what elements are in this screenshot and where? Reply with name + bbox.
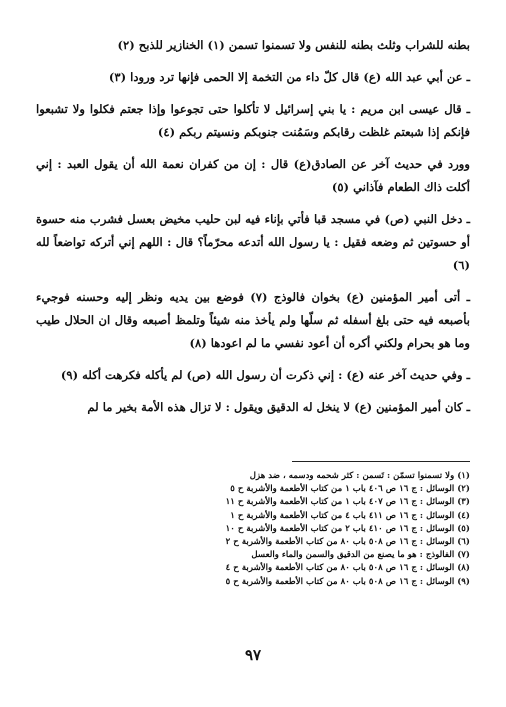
paragraph: بطنه للشراب وثلث بطنه للنفس ولا تسمنوا تسمن (١) الخنازير للذبح (٢) <box>117 38 470 52</box>
footnote: (١) ولا تسمنوا تسمّن : تَسمن : كثر شحمه ودسمه ، ضد هزل <box>249 471 470 481</box>
paragraph: ـ أتى أمير المؤمنين (ع) بخوان فالوذج (٧) فوضع بين يديه ونظر إليه وحسنه فوجيء بأصبعه فيه حتى بلغ أسفله ثم سلّها ولم يأخذ منه شيئاً وتلمظ أصبعه وقال ان الحلال طيب وما هو بحرام ولكني أكره أن أعود نفسي ما لم اعودها (٨) <box>36 290 470 350</box>
paragraph: ـ كان أمير المؤمنين (ع) لا ينخل له الدقيق ويقول : لا تزال هذه الأمة بخير ما لم <box>87 400 470 414</box>
paragraph: ـ قال عيسى ابن مريم : يا بني إسرائيل لا تأكلوا حتى تجوعوا وإذا جعتم فكلوا ولا تشبعوا فإنكم إذا شبعتم غلظت رقابكم وسَمُنت جنوبكم ونسيتم ربكم (٤) <box>36 102 470 139</box>
footnote: (٢) الوسائل : ج ١٦ ص ٤٠٦ باب ١ من كتاب الأطعمة والأشربة ح ٥ <box>230 484 470 495</box>
footnote: (٨) الوسائل : ج ١٦ ص ٥٠٨ باب ٨٠ من كتاب الأطعمة والأشربة ح ٤ <box>225 563 470 574</box>
footnote-divider <box>292 461 470 462</box>
paragraph: ـ وفي حديث آخر عنه (ع) : إني ذكرت أن رسول الله (ص) لم يأكله فكرهت أكله (٩) <box>60 368 470 382</box>
footnotes <box>36 470 470 589</box>
paragraph: ـ عن أبي عبد الله (ع) قال كلّ داء من التخمة إلا الحمى فإنها ترد ورودا (٣) <box>108 70 470 84</box>
page-number: ٩٧ <box>244 646 262 664</box>
footnote: (٧) الفالوذج : هو ما يصنع من الدقيق والسمن والماء والعسل <box>251 550 470 561</box>
footnote: (٣) الوسائل : ج ١٦ ص ٤٠٧ باب ١ من كتاب الأطعمة والأشربة ح ١١ <box>225 497 470 508</box>
body-text <box>36 34 470 428</box>
paragraph: ـ دخل النبي (ص) في مسجد قبا فأتي بإناء فيه لبن حليب مخيض بعسل فشرب منه حسوة أو حسوتين ثم وضعه فقيل : يا رسول الله أتدعه محرّماً؟ قال : اللهم إني أتركه تواضعاً لله (٦) <box>36 212 470 272</box>
footnote: (٥) الوسائل : ج ١٦ ص ٤١٠ باب ٢ من كتاب الأطعمة والأشربة ح ١٠ <box>225 523 470 534</box>
footnote: (٦) الوسائل : ج ١٦ ص ٥٠٨ باب ٨٠ من كتاب الأطعمة والأشربة ح ٢ <box>225 537 470 548</box>
footnote: (٤) الوسائل : ج ١٦ ص ٤١١ باب ٤ من كتاب الأطعمة والأشربة ح ١ <box>230 510 470 521</box>
footnote: (٩) الوسائل : ج ١٦ ص ٥٠٨ باب ٨٠ من كتاب الأطعمة والأشربة ح ٥ <box>225 576 470 587</box>
paragraph: وورد في حديث آخر عن الصادق(ع) قال : إن من كفران نعمة الله أن يقول العبد : إني أكلت ذاك الطعام فآذاني (٥) <box>36 157 470 194</box>
